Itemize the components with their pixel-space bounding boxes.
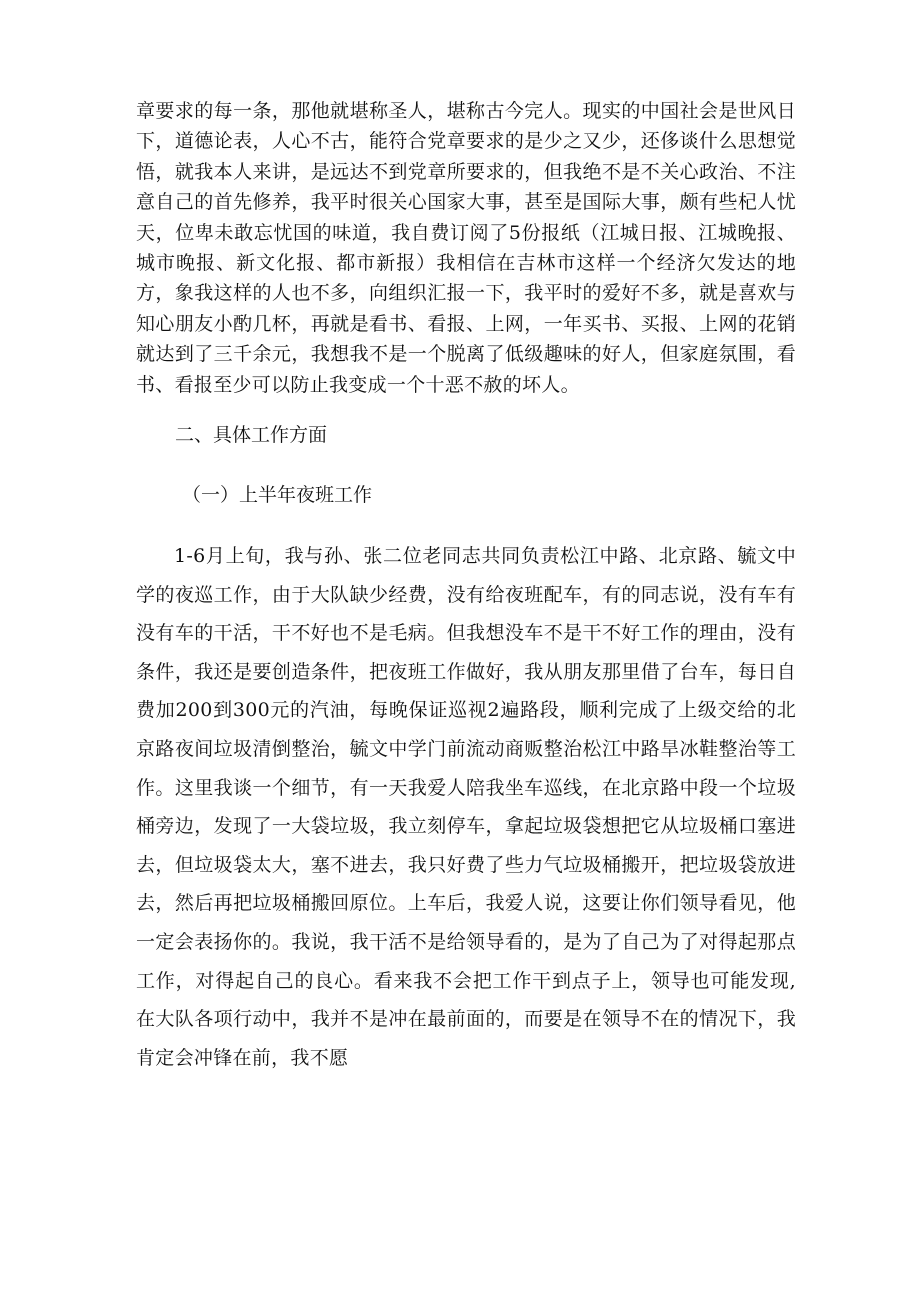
body-paragraph-1: 章要求的每一条，那他就堪称圣人，堪称古今完人。现实的中国社会是世风日下，道德论表，人心不古，能符合党章要求的是少之又少，还侈谈什么思想觉悟，就我本人来讲，是远达不到党章所要求的，但我绝不是不关心政治、不注意自己的首先修养，我平时很关心国家大事，甚至是国际大事，颇有些杞人忧天，位卑未敢忘忧国的味道，我自费订阅了5份报纸（江城日报、江城晚报、城市晚报、新文化报、都市新报）我相信在吉林市这样一个经济欠发达的地方，象我这样的人也不多，向组织汇报一下，我平时的爱好不多，就是喜欢与知心朋友小酌几杯，再就是看书、看报、上网，一年买书、买报、上网的花销就达到了三千余元，我想我不是一个脱离了低级趣味的好人，但家庭氛围，看书、看报至少可以防止我变成一个十恶不赦的坏人。	[136, 100, 796, 396]
subsection-heading-1: （一）上半年夜班工作	[182, 484, 373, 506]
body-paragraph-2: 1-6月上旬，我与孙、张二位老同志共同负责松江中路、北京路、毓文中学的夜巡工作，由于大队缺少经费，没有给夜班配车，有的同志说，没有车有没有车的干活，干不好也不是毛病。但我想没车不是干不好工作的理由，没有条件，我还是要创造条件，把夜班工作做好，我从朋友那里借了台车，每日自费加200到300元的汽油，每晚保证巡视2遍路段，顺利完成了上级交给的北京路夜间垃圾清倒整治，毓文中学门前流动商贩整治松江中路旱冰鞋整治等工作。这里我谈一个细节，有一天我爱人陪我坐车巡线，在北京路中段一个垃圾桶旁边，发现了一大袋垃圾，我立刻停车，拿起垃圾袋想把它从垃圾桶口塞进去，但垃圾袋太大，塞不进去，我只好费了些力气垃圾桶搬开，把垃圾袋放进去，然后再把垃圾桶搬回原位。上车后，我爱人说，这要让你们领导看见，他一定会表扬你的。我说，我干活不是给领导看的，是为了自己为了对得起那点工作，对得起自己的良心。看来我不会把工作干到点子上，领导也可能发现,在大队各项行动中，我并不是冲在最前面的，而要是在领导不在的情况下，我肯定会冲锋在前，我不愿	[136, 545, 796, 1069]
section-heading-2: 二、具体工作方面	[175, 424, 328, 446]
